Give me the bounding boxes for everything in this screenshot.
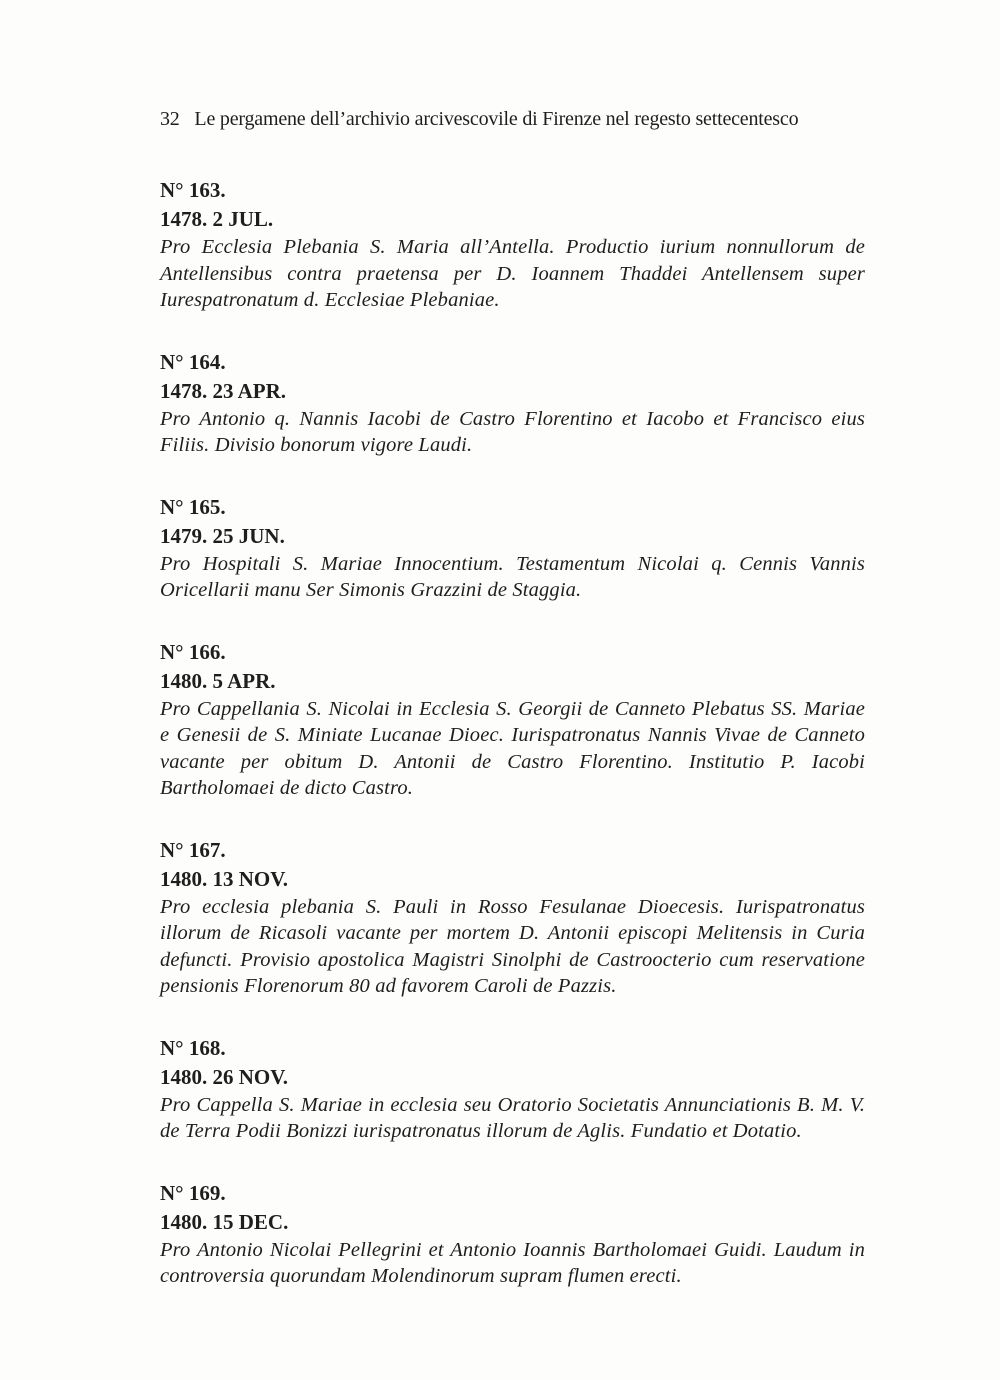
entry-summary: Pro Cappellania S. Nicolai in Ecclesia S. Georgii de Canneto Plebatus SS. Mariae e Genesii de S. Miniate Lucanae Dioec. Iurispatronatus Nannis Vivae de Canneto vacante per obitum D. Antonii de Castro Florentino. Institutio P. Iacobi Bartholomaei de dicto Castro. bbox=[160, 697, 865, 799]
entry-date: 1480. 5 APR. bbox=[160, 668, 276, 693]
entry-date: 1478. 2 JUL. bbox=[160, 207, 274, 231]
entry-date: 1480. 26 NOV. bbox=[160, 1064, 288, 1089]
entry-date: 1480. 13 NOV. bbox=[160, 866, 288, 891]
entry-summary: Pro Antonio Nicolai Pellegrini et Antonio Ioannis Bartholomaei Guidi. Laudum in controversia quorundam Molendinorum supram flumen erecti. bbox=[160, 1238, 865, 1287]
entry-165 bbox=[160, 493, 865, 604]
running-title: Le pergamene dell’archivio arcivescovile di Firenze nel regesto settecentesco bbox=[194, 108, 799, 130]
entry-summary: Pro Antonio q. Nannis Iacobi de Castro Florentino et Iacobo et Francisco eius Filiis. Divisio bonorum vigore Laudi. bbox=[160, 407, 865, 456]
entry-number: N° 163. bbox=[160, 178, 226, 202]
entry-date: 1480. 15 DEC. bbox=[160, 1209, 289, 1234]
entry-summary: Pro Ecclesia Plebania S. Maria all’Antella. Productio iurium nonnullorum de Antellensibus contra praetensa per D. Ioannem Thaddei Antellensem super Iurespatronatum d. Ecclesiae Plebaniae. bbox=[160, 236, 865, 311]
entry-number: N° 165. bbox=[160, 494, 226, 519]
entry-summary: Pro ecclesia plebania S. Pauli in Rosso Fesulanae Dioecesis. Iurispatronatus illorum de Ricasoli vacante per mortem D. Antonii episcopi Melitensis in Curia defuncti. Provisio apostolica Magistri Sinolphi de Castroocterio cum reservatione pensionis Florenorum 80 ad favorem Caroli de Pazzis. bbox=[160, 895, 865, 997]
entry-number: N° 164. bbox=[160, 349, 226, 374]
entry-168 bbox=[160, 1034, 865, 1145]
entry-164 bbox=[160, 348, 865, 459]
page-number: 32 bbox=[160, 108, 180, 130]
entry-169 bbox=[160, 1179, 865, 1290]
entry-number: N° 169. bbox=[160, 1180, 226, 1205]
running-header bbox=[160, 108, 860, 131]
entry-summary: Pro Hospitali S. Mariae Innocentium. Testamentum Nicolai q. Cennis Vannis Oricellarii manu Ser Simonis Grazzini de Staggia. bbox=[160, 552, 865, 601]
entry-167 bbox=[160, 836, 865, 1000]
entry-date: 1479. 25 JUN. bbox=[160, 523, 285, 548]
regesto-entries bbox=[160, 176, 865, 1324]
entry-number: N° 167. bbox=[160, 837, 226, 862]
entry-summary: Pro Cappella S. Mariae in ecclesia seu Oratorio Societatis Annunciationis B. M. V. de Terra Podii Bonizzi iurispatronatus illorum de Aglis. Fundatio et Dotatio. bbox=[160, 1093, 865, 1142]
entry-number: N° 168. bbox=[160, 1035, 226, 1060]
entry-166 bbox=[160, 638, 865, 802]
entry-number: N° 166. bbox=[160, 639, 226, 664]
entry-date: 1478. 23 APR. bbox=[160, 378, 286, 403]
entry-163 bbox=[160, 176, 865, 314]
